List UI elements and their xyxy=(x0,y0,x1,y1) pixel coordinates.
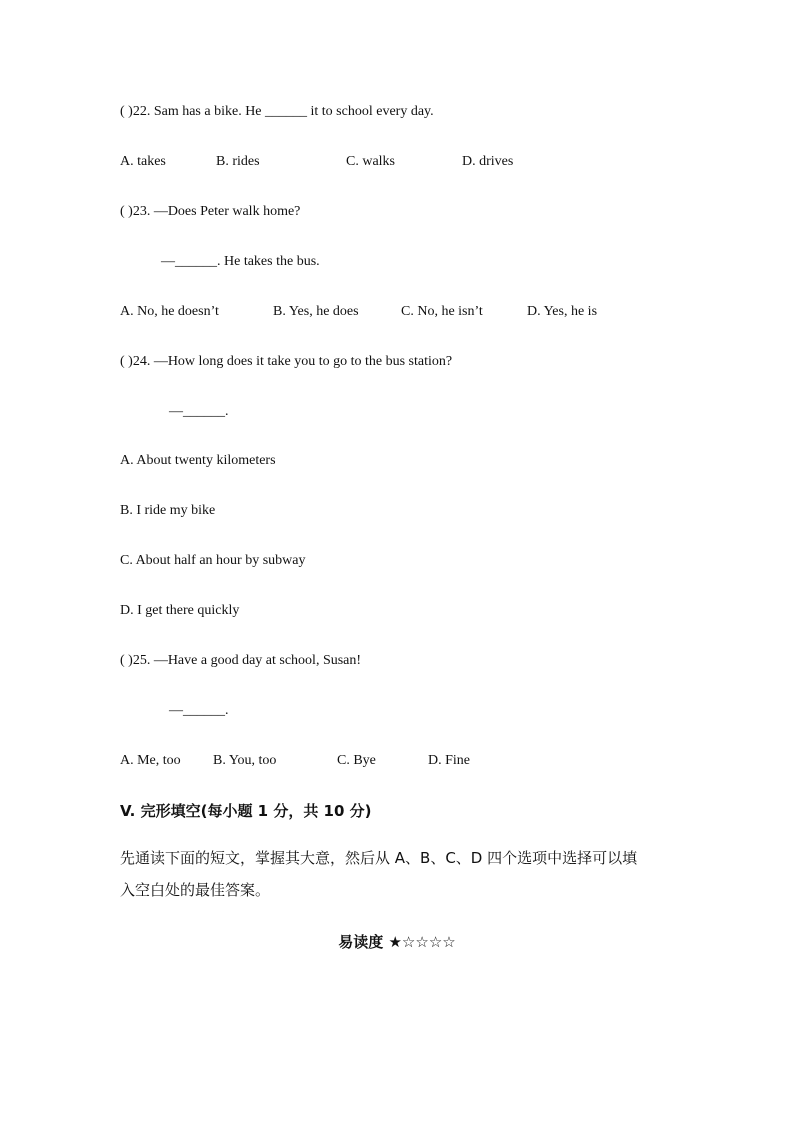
q23-option-d: D. Yes, he is xyxy=(527,304,598,319)
q22-option-a: A. takes xyxy=(120,154,166,169)
q23-option-c: C. No, he isn’t xyxy=(401,304,483,319)
section-heading: V. 完形填空(每小题 1 分，共 10 分) xyxy=(120,802,372,820)
q24-option-b: B. I ride my bike xyxy=(120,503,216,518)
q24-option-a: A. About twenty kilometers xyxy=(120,453,276,468)
q23-option-a: A. No, he doesn’t xyxy=(120,304,219,319)
q22-option-b: B. rides xyxy=(216,154,260,169)
question-24-stem: ( )24. —How long does it take you to go to the bus station? xyxy=(120,354,453,369)
q24-option-d: D. I get there quickly xyxy=(120,603,240,618)
question-24-reply: —______. xyxy=(169,404,229,419)
question-23-reply: —______. He takes the bus. xyxy=(161,254,320,269)
question-22-stem: ( )22. Sam has a bike. He ______ it to school every day. xyxy=(120,104,434,119)
question-25-reply: —______. xyxy=(169,703,229,718)
readability-rating: 易读度 ★☆☆☆☆ xyxy=(338,933,456,951)
q25-option-a: A. Me, too xyxy=(120,753,181,768)
q25-option-b: B. You, too xyxy=(213,753,277,768)
question-23-stem: ( )23. —Does Peter walk home? xyxy=(120,204,301,219)
q25-option-c: C. Bye xyxy=(337,753,376,768)
q22-option-d: D. drives xyxy=(462,154,514,169)
q25-option-d: D. Fine xyxy=(428,753,470,768)
q22-option-c: C. walks xyxy=(346,154,395,169)
instruction-line-2: 入空白处的最佳答案。 xyxy=(120,881,271,899)
q23-option-b: B. Yes, he does xyxy=(273,304,359,319)
q24-option-c: C. About half an hour by subway xyxy=(120,553,306,568)
question-25-stem: ( )25. —Have a good day at school, Susan! xyxy=(120,653,362,668)
instruction-line-1: 先通读下面的短文，掌握其大意，然后从 A、B、C、D 四个选项中选择可以填 xyxy=(120,849,638,867)
